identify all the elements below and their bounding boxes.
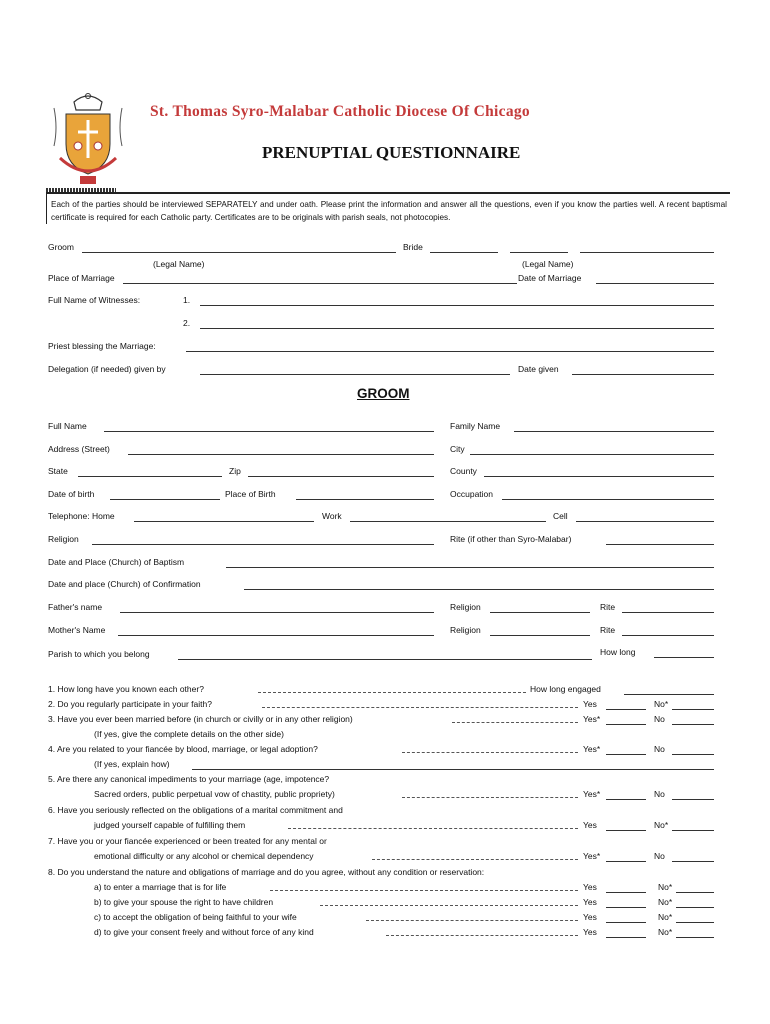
diocese-name: St. Thomas Syro-Malabar Catholic Diocese Of Chicago (150, 103, 530, 120)
date-of-birth-field[interactable] (110, 499, 220, 500)
delegation-field[interactable] (200, 374, 510, 375)
question-2-yes-field[interactable] (606, 709, 646, 710)
mother-rite-field[interactable] (622, 635, 714, 636)
groom-label: Groom (48, 242, 74, 252)
parish-label: Parish to which you belong (48, 649, 150, 659)
mother-name-field[interactable] (118, 635, 434, 636)
question-8b-no: No* (658, 897, 673, 907)
father-name-label: Father's name (48, 602, 103, 612)
father-rite-label: Rite (600, 602, 616, 612)
place-of-birth-label: Place of Birth (225, 489, 276, 499)
question-8d-no-field[interactable] (676, 937, 714, 938)
question-8a-yes: Yes (583, 882, 597, 892)
date-of-birth-label: Date of birth (48, 489, 95, 499)
question-7-leader (372, 859, 578, 860)
baptism-field[interactable] (226, 567, 714, 568)
question-4-yes-field[interactable] (606, 754, 646, 755)
bride-field-2[interactable] (510, 252, 568, 253)
telephone-home-label: Telephone: Home (48, 511, 115, 521)
engaged-duration-field[interactable] (624, 694, 714, 695)
family-name-label: Family Name (450, 421, 501, 431)
question-2-leader (262, 707, 578, 708)
city-label: City (450, 444, 465, 454)
question-4-note: (If yes, explain how) (94, 759, 170, 769)
full-name-label: Full Name (48, 421, 87, 431)
question-8a-no-field[interactable] (676, 892, 714, 893)
question-7-detail: emotional difficulty or any alcohol or chemical dependency (94, 851, 314, 861)
question-7-no-field[interactable] (672, 861, 714, 862)
question-8d: d) to give your consent freely and without force of any kind (94, 927, 314, 937)
rite-label: Rite (if other than Syro-Malabar) (450, 534, 572, 544)
zip-field[interactable] (248, 476, 434, 477)
question-7-no: No (654, 851, 665, 861)
priest-label: Priest blessing the Marriage: (48, 341, 156, 351)
witness-1-number: 1. (183, 295, 191, 305)
question-1-engaged-label: How long engaged (530, 684, 601, 694)
place-of-birth-field[interactable] (296, 499, 434, 500)
place-of-marriage-field[interactable] (123, 283, 517, 284)
question-6-no: No* (654, 820, 669, 830)
question-7-yes: Yes* (583, 851, 601, 861)
work-field[interactable] (350, 521, 546, 522)
question-4-explain-field[interactable] (192, 769, 714, 770)
question-5-yes-field[interactable] (606, 799, 646, 800)
county-label: County (450, 466, 477, 476)
question-3-yes-field[interactable] (606, 724, 646, 725)
county-field[interactable] (484, 476, 714, 477)
bride-label: Bride (403, 242, 423, 252)
diocese-crest-logo (44, 88, 132, 188)
father-rite-field[interactable] (622, 612, 714, 613)
confirmation-label: Date and place (Church) of Confirmation (48, 579, 201, 589)
father-religion-label: Religion (450, 602, 481, 612)
family-name-field[interactable] (514, 431, 714, 432)
question-8d-yes: Yes (583, 927, 597, 937)
groom-field[interactable] (82, 252, 396, 253)
question-8: 8. Do you understand the nature and obligations of marriage and do you agree, without any condition or reservation: (48, 867, 485, 877)
date-given-field[interactable] (572, 374, 714, 375)
question-8a-yes-field[interactable] (606, 892, 646, 893)
father-religion-field[interactable] (490, 612, 590, 613)
state-label: State (48, 466, 68, 476)
question-3-no-field[interactable] (672, 724, 714, 725)
question-8b-leader (320, 905, 578, 906)
question-8d-leader (386, 935, 578, 936)
father-name-field[interactable] (120, 612, 434, 613)
question-6-yes-field[interactable] (606, 830, 646, 831)
full-name-field[interactable] (104, 431, 434, 432)
question-1: 1. How long have you known each other? (48, 684, 204, 694)
question-5-no-field[interactable] (672, 799, 714, 800)
groom-legal-name-caption: (Legal Name) (153, 259, 205, 269)
question-4-no: No (654, 744, 665, 754)
question-2-no: No* (654, 699, 669, 709)
question-6-leader (288, 828, 578, 829)
question-3-no: No (654, 714, 665, 724)
question-8a: a) to enter a marriage that is for life (94, 882, 227, 892)
question-8b-yes-field[interactable] (606, 907, 646, 908)
question-8c-yes: Yes (583, 912, 597, 922)
question-7: 7. Have you or your fiancée experienced or been treated for any mental or (48, 836, 327, 846)
page-title: PRENUPTIAL QUESTIONNAIRE (262, 143, 521, 162)
question-8b: b) to give your spouse the right to have children (94, 897, 274, 907)
baptism-label: Date and Place (Church) of Baptism (48, 557, 185, 567)
question-5-no: No (654, 789, 665, 799)
address-label: Address (Street) (48, 444, 110, 454)
occupation-field[interactable] (502, 499, 714, 500)
question-2: 2. Do you regularly participate in your faith? (48, 699, 212, 709)
question-8c-no-field[interactable] (676, 922, 714, 923)
question-8d-yes-field[interactable] (606, 937, 646, 938)
question-2-yes: Yes (583, 699, 597, 709)
cell-field[interactable] (576, 521, 714, 522)
question-8c-no: No* (658, 912, 673, 922)
bride-field-3[interactable] (580, 252, 714, 253)
occupation-label: Occupation (450, 489, 493, 499)
rite-field[interactable] (606, 544, 714, 545)
mother-name-label: Mother's Name (48, 625, 106, 635)
question-8b-yes: Yes (583, 897, 597, 907)
city-field[interactable] (470, 454, 714, 455)
religion-field[interactable] (92, 544, 434, 545)
zip-label: Zip (229, 466, 241, 476)
state-field[interactable] (78, 476, 222, 477)
address-field[interactable] (128, 454, 434, 455)
question-3-yes: Yes* (583, 714, 601, 724)
date-given-label: Date given (518, 364, 559, 374)
question-4-yes: Yes* (583, 744, 601, 754)
question-6-detail: judged yourself capable of fulfilling them (94, 820, 246, 830)
groom-section-heading: GROOM (357, 386, 410, 401)
question-4-leader (402, 752, 578, 753)
question-8d-no: No* (658, 927, 673, 937)
instructions-box: Each of the parties should be interviewed SEPARATELY and under oath. Please print the information and answer all the questions, even if you know the parties well. A recent baptismal certificate is required for each Catholic party. Certificates are to be originals with parish seals, not photocopies. (46, 192, 730, 224)
question-5-leader (402, 797, 578, 798)
how-long-field[interactable] (654, 657, 714, 658)
question-6-no-field[interactable] (672, 830, 714, 831)
date-of-marriage-field[interactable] (596, 283, 714, 284)
question-3-note: (If yes, give the complete details on the other side) (94, 729, 284, 739)
question-5: 5. Are there any canonical impediments to your marriage (age, impotence? (48, 774, 330, 784)
question-5-detail: Sacred orders, public perpetual vow of chastity, public propriety) (94, 789, 335, 799)
question-3: 3. Have you ever been married before (in church or civilly or in any other religion) (48, 714, 353, 724)
date-of-marriage-label: Date of Marriage (518, 273, 582, 283)
confirmation-field[interactable] (244, 589, 714, 590)
question-8c: c) to accept the obligation of being faithful to your wife (94, 912, 297, 922)
place-of-marriage-label: Place of Marriage (48, 273, 115, 283)
question-7-yes-field[interactable] (606, 861, 646, 862)
question-6: 6. Have you seriously reflected on the obligations of a marital commitment and (48, 805, 343, 815)
question-8c-yes-field[interactable] (606, 922, 646, 923)
bride-field-1[interactable] (430, 252, 498, 253)
witness-2-number: 2. (183, 318, 191, 328)
question-2-no-field[interactable] (672, 709, 714, 710)
mother-rite-label: Rite (600, 625, 616, 635)
bride-legal-name-caption: (Legal Name) (522, 259, 574, 269)
how-long-label: How long (600, 647, 636, 657)
delegation-label: Delegation (if needed) given by (48, 364, 166, 374)
witness-1-field[interactable] (200, 305, 714, 306)
question-8a-leader (270, 890, 578, 891)
mother-religion-label: Religion (450, 625, 481, 635)
telephone-home-field[interactable] (134, 521, 314, 522)
religion-label: Religion (48, 534, 79, 544)
question-8c-leader (366, 920, 578, 921)
cell-label: Cell (553, 511, 568, 521)
question-8b-no-field[interactable] (676, 907, 714, 908)
question-1-leader (258, 692, 526, 693)
question-4: 4. Are you related to your fiancée by blood, marriage, or legal adoption? (48, 744, 318, 754)
parish-field[interactable] (178, 659, 592, 660)
question-3-leader (452, 722, 578, 723)
question-8a-no: No* (658, 882, 673, 892)
question-6-yes: Yes (583, 820, 597, 830)
witnesses-label: Full Name of Witnesses: (48, 295, 141, 305)
priest-field[interactable] (186, 351, 714, 352)
question-4-no-field[interactable] (672, 754, 714, 755)
mother-religion-field[interactable] (490, 635, 590, 636)
question-5-yes: Yes* (583, 789, 601, 799)
work-label: Work (322, 511, 342, 521)
witness-2-field[interactable] (200, 328, 714, 329)
